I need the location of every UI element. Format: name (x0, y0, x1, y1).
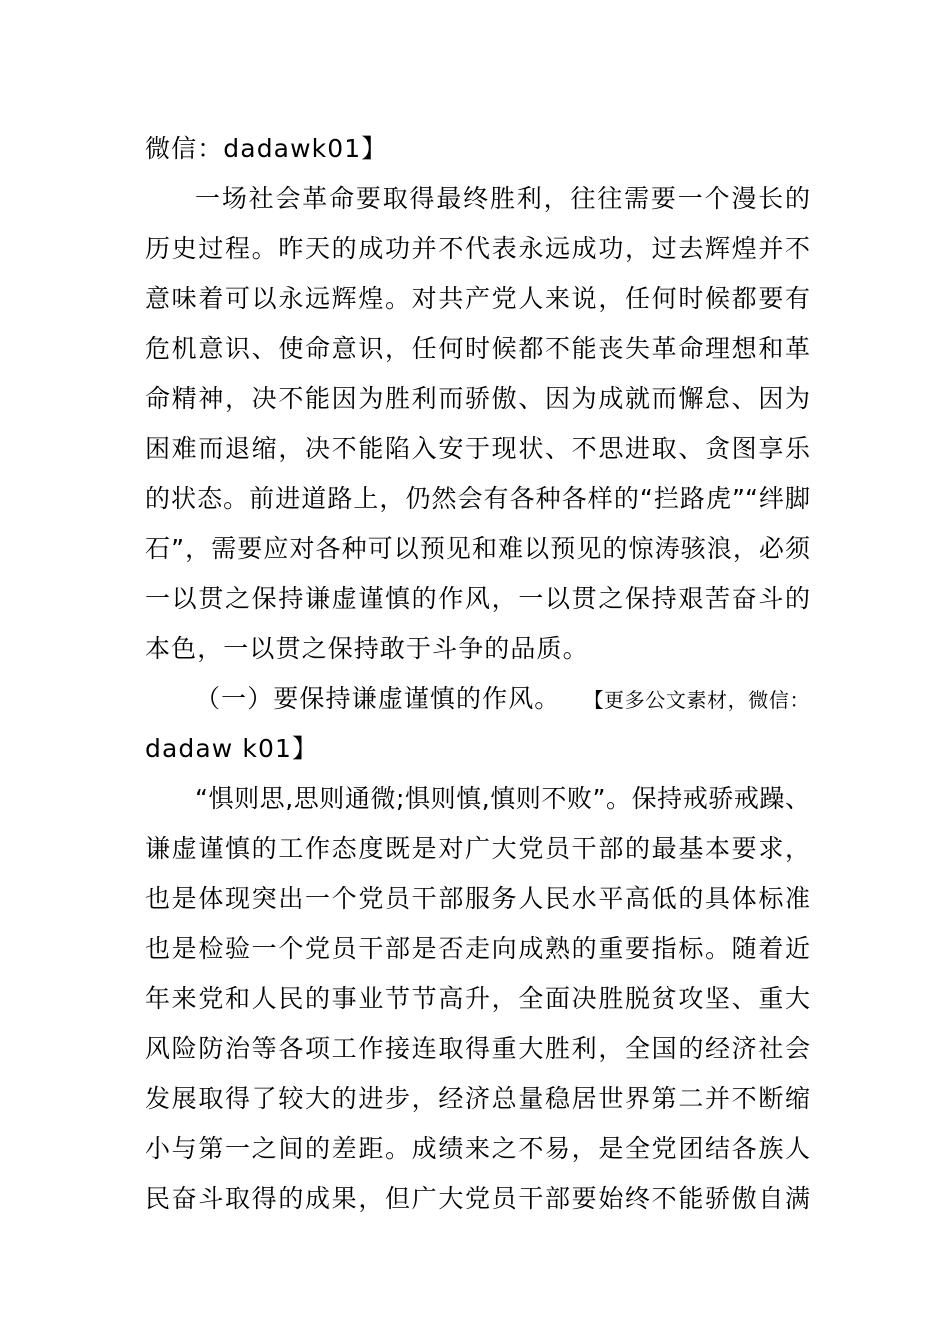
text-line: 发展取得了较大的进步，经济总量稳居世界第二并不断缩 (145, 1084, 810, 1113)
text-line: 危机意识、使命意识，任何时候都不能丧失革命理想和革 (145, 334, 810, 363)
paragraph-first-line: 一场社会革命要取得最终胜利，往往需要一个漫长的 (195, 184, 810, 213)
text-line: dadaw k01】 (145, 734, 319, 763)
text-line: 一以贯之保持谦虚谨慎的作风，一以贯之保持艰苦奋斗的 (145, 584, 810, 613)
section-title: （一）要保持谦虚谨慎的作风。 (195, 684, 561, 713)
text-line: 民奋斗取得的成果，但广大党员干部要始终不能骄傲自满 (145, 1184, 810, 1213)
text-line: 微信：dadawk01】 (145, 134, 388, 163)
text-line: 命精神，决不能因为胜利而骄傲、因为成就而懈怠、因为 (145, 384, 810, 413)
paragraph-first-line: “惧则思,思则通微;惧则慎,慎则不败”。保持戒骄戒躁、 (195, 784, 810, 813)
text-line: 石”，需要应对各种可以预见和难以预见的惊涛骇浪，必须 (145, 534, 810, 563)
text-line: 也是检验一个党员干部是否走向成熟的重要指标。随着近 (145, 934, 810, 963)
section-heading (195, 674, 810, 724)
material-note: 【更多公文素材，微信： (583, 688, 811, 712)
text-line: 谦虚谨慎的工作态度既是对广大党员干部的最基本要求， (145, 834, 810, 863)
text-line: 意味着可以永远辉煌。对共产党人来说，任何时候都要有 (145, 284, 810, 313)
text-line: 风险防治等各项工作接连取得重大胜利，全国的经济社会 (145, 1034, 810, 1063)
text-line: 年来党和人民的事业节节高升，全面决胜脱贫攻坚、重大 (145, 984, 810, 1013)
text-line: 的状态。前进道路上，仍然会有各种各样的“拦路虎”“绊脚 (145, 484, 810, 513)
text-line: 本色，一以贯之保持敢于斗争的品质。 (145, 634, 589, 663)
text-line: 小与第一之间的差距。成绩来之不易，是全党团结各族人 (145, 1134, 810, 1163)
text-line: 也是体现突出一个党员干部服务人民水平高低的具体标准 (145, 884, 810, 913)
text-line: 历史过程。昨天的成功并不代表永远成功，过去辉煌并不 (145, 234, 810, 263)
text-line: 困难而退缩，决不能陷入安于现状、不思进取、贪图享乐 (145, 434, 810, 463)
